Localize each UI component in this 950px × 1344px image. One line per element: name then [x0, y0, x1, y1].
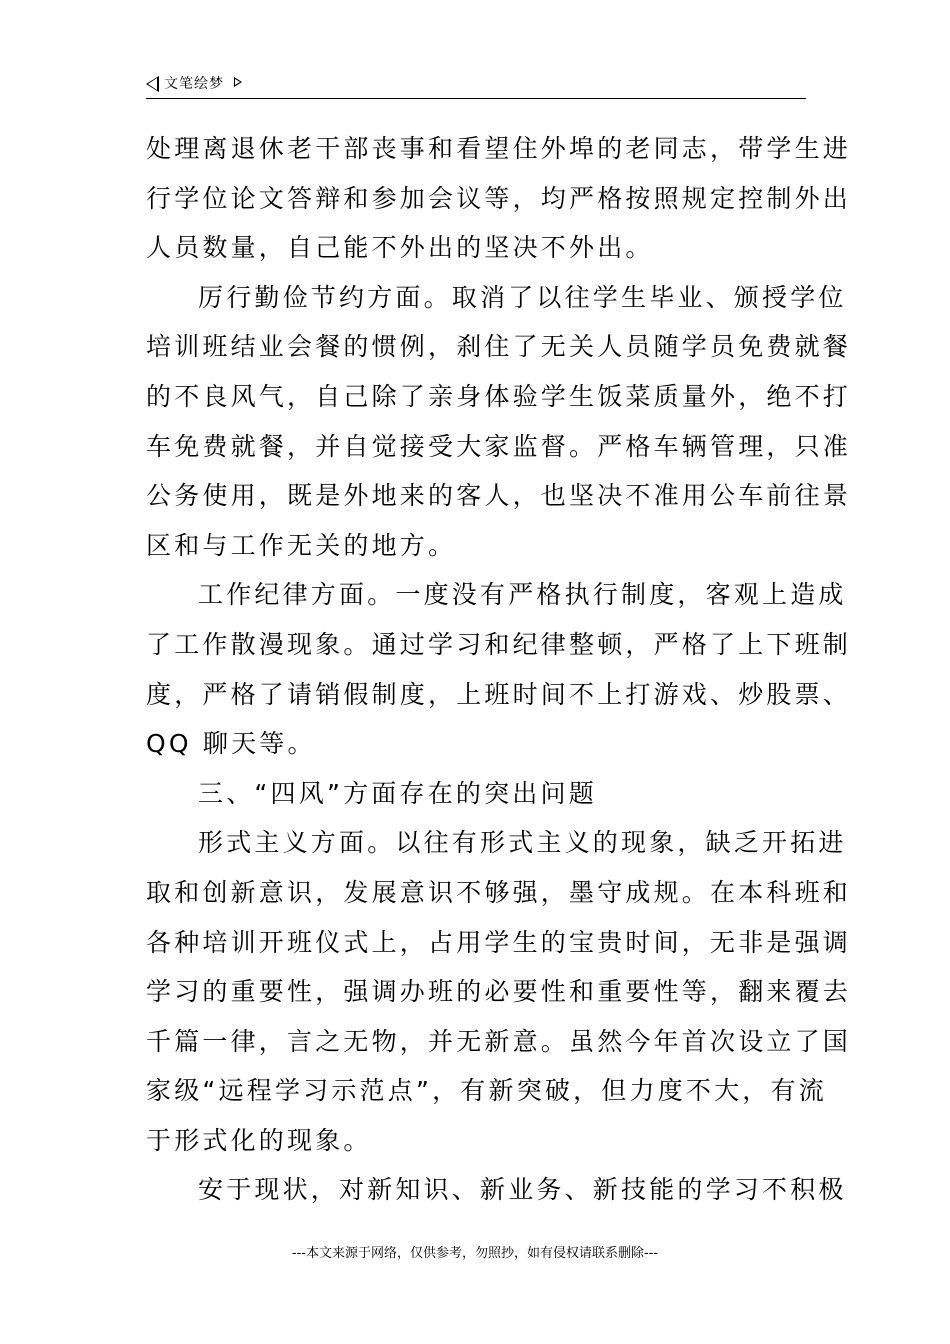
text-line: QQ 聊天等。 — [146, 729, 316, 759]
header-title: 文笔绘梦 — [164, 76, 224, 92]
text-line: 形式主义方面。以往有形式主义的现象，缺乏开拓进 — [198, 828, 847, 858]
text-line: 公务使用，既是外地来的客人，也坚决不准用公车前往景 — [146, 481, 852, 511]
text-line: 区和与工作无关的地方。 — [146, 530, 457, 560]
text-line: 处理离退休老干部丧事和看望住外埠的老同志，带学生进 — [146, 134, 852, 163]
text-line: 人员数量，自己能不外出的坚决不外出。 — [146, 233, 654, 263]
text-line: 了工作散漫现象。通过学习和纪律整顿，严格了上下班制 — [146, 629, 852, 659]
text-line: 培训班结业会餐的惯例，刹住了无关人员随学员免费就餐 — [146, 332, 852, 362]
text-line: 的不良风气，自己除了亲身体验学生饭菜质量外，绝不打 — [146, 381, 852, 411]
text-line: 取和创新意识，发展意识不够强，墨守成规。在本科班和 — [146, 877, 852, 907]
text-line: 家级“远程学习示范点”，有新突破，但力度不大，有流 — [146, 1076, 827, 1106]
text-line: 车免费就餐，并自觉接受大家监督。严格车辆管理，只准 — [146, 431, 852, 461]
triangle-right-icon — [234, 77, 242, 87]
document-body — [146, 124, 852, 1215]
text-line: 度，严格了请销假制度，上班时间不上打游戏、炒股票、 — [146, 679, 852, 709]
footer-disclaimer: ---本文来源于网络，仅供参考，勿照抄，如有侵权请联系删除--- — [291, 1246, 659, 1261]
text-line: 千篇一律，言之无物，并无新意。虽然今年首次设立了国 — [146, 1026, 852, 1056]
text-line: 学习的重要性，强调办班的必要性和重要性等，翻来覆去 — [146, 977, 852, 1007]
text-line: 安于现状，对新知识、新业务、新技能的学习不积极 — [198, 1175, 847, 1205]
text-line: 行学位论文答辩和参加会议等，均严格按照规定控制外出 — [146, 183, 852, 213]
triangle-left-icon — [146, 76, 159, 92]
text-line: 三、“四风”方面存在的突出问题 — [198, 778, 597, 808]
text-line: 工作纪律方面。一度没有严格执行制度，客观上造成 — [198, 580, 847, 610]
page-header — [146, 70, 806, 99]
text-line: 于形式化的现象。 — [146, 1125, 372, 1155]
text-line: 厉行勤俭节约方面。取消了以往学生毕业、颁授学位 — [198, 282, 847, 312]
text-line: 各种培训开班仪式上，占用学生的宝贵时间，无非是强调 — [146, 927, 852, 957]
